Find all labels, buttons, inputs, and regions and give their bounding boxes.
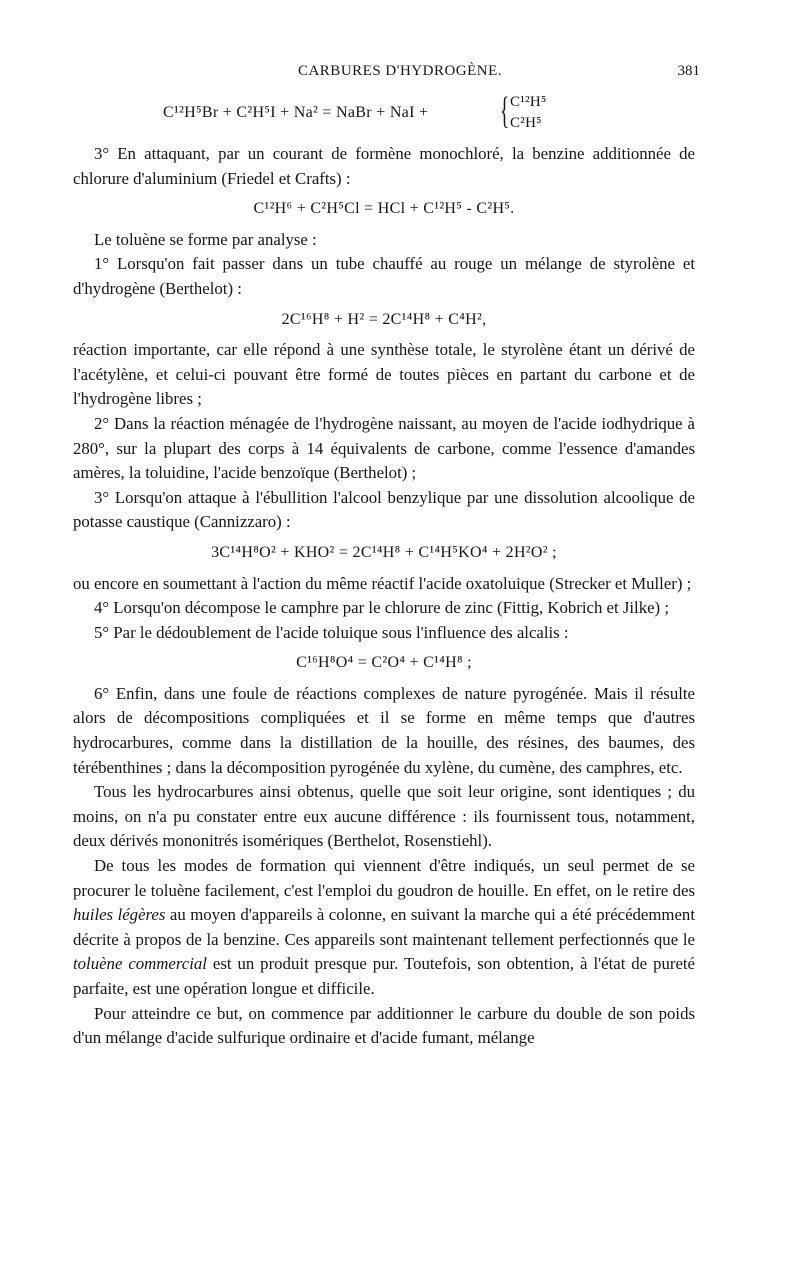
paragraph-purification: Pour atteindre ce but, on commence par additionner le carbure du double de son poids d'un mélange d'acide sulfurique ordinaire et d'acide fumant, mélange — [73, 1003, 695, 1048]
paragraph-analysis-intro: Le toluène se forme par analyse : — [94, 229, 317, 249]
paragraph-oxatoluic-acid: ou encore en soumettant à l'action du même réactif l'acide oxatoluique (Strecker et Muller) ; — [73, 573, 692, 593]
italic-commercial-toluene: toluène commercial — [73, 954, 207, 974]
paragraph-synthesis-remark: réaction importante, car elle répond à une synthèse totale, le styrolène étant un dérivé de l'acétylène, et celui-ci pouvant être formé de toutes pièces en partant du carbone et de l'hydrogène libres ; — [73, 340, 695, 409]
page-header — [0, 63, 800, 85]
formula-cannizzaro: 3C¹⁴H⁸O² + KHO² = 2C¹⁴H⁸ + C¹⁴H⁵KO⁴ + 2H²O² ; — [211, 543, 557, 561]
running-title: CARBURES D'HYDROGÈNE. — [297, 63, 503, 79]
formula-lhs: C¹²H⁵Br + C²H⁵I + Na² = NaBr + NaI + — [163, 104, 429, 121]
paragraph-hydriodic-acid: 2° Dans la réaction ménagée de l'hydrogène naissant, au moyen de l'acide iodhydrique à 280°, sur la plupart des corps à 14 équivalents de carbone, comme l'essence d'amandes amères, la toluidine, l'acide benzoïque (Berthelot) ; — [73, 413, 695, 483]
italic-light-oils: huiles légères — [73, 905, 166, 925]
paragraph-styrolene: 1° Lorsqu'on fait passer dans un tube chauffé au rouge un mélange de styrolène et d'hydrogène (Berthelot) : — [73, 254, 695, 298]
formula-rhs-bottom: C²H⁵ — [510, 115, 542, 131]
formula-ethyl-toluene-synthesis — [73, 92, 695, 132]
paragraph-benzyl-alcohol: 3° Lorsqu'on attaque à l'ébullition l'alcool benzylique par une dissolution alcoolique de potasse caustique (Cannizzaro) : — [73, 487, 695, 532]
paragraph-identical-hydrocarbons: Tous les hydrocarbures ainsi obtenus, quelle que soit leur origine, sont identiques ; du moins, on n'a pu constater entre eux aucune différence : ils fournissent tous, notamment, deux dérivés mononitrés isomériques (Berthelot, Rosenstiehl). — [73, 782, 695, 851]
coal-tar-text-2: au moyen d'appareils à colonne, en suivant la marche qui a été précédemment décrite à propos de la benzine. Ces appareils sont maintenant tellement perfectionnés que le — [73, 905, 695, 949]
coal-tar-text-3: est un produit presque pur. Toutefois, son obtention, à l'état de pureté parfaite, est une opération longue et difficile. — [73, 954, 696, 998]
formula-rhs-top: C¹²H⁵ — [510, 94, 547, 110]
coal-tar-text-1: De tous les modes de formation qui viennent d'être indiqués, un seul permet de se procurer le toluène facilement, c'est l'emploi du goudron de houille. En effet, on le retire des — [73, 856, 695, 900]
paragraph-camphor: 4° Lorsqu'on décompose le camphre par le chlorure de zinc (Fittig, Kobrich et Jilke) ; — [94, 598, 669, 618]
curly-brace: { — [500, 90, 510, 132]
paragraph-pyrogenic-reactions: 6° Enfin, dans une foule de réactions complexes de nature pyrogénée. Mais il résulte alors de décompositions compliquées et il se forme en même temps que d'autres hydrocarbures, comme dans la distillation de la houille, des résines, des baumes, des térébenthines ; dans la décomposition pyrogénée du xylène, du cumène, des camphres, etc. — [73, 683, 695, 777]
formula-toluic-acid: C¹⁶H⁸O⁴ = C²O⁴ + C¹⁴H⁸ ; — [296, 654, 472, 672]
page-number: 381 — [677, 63, 700, 79]
formula-styrolene: 2C¹⁶H⁸ + H² = 2C¹⁴H⁸ + C⁴H², — [281, 310, 487, 328]
paragraph-friedel-crafts: 3° En attaquant, par un courant de formène monochloré, la benzine additionnée de chlorure d'aluminium (Friedel et Crafts) : — [73, 144, 695, 188]
page-body — [73, 88, 695, 1051]
paragraph-coal-tar — [73, 854, 695, 1002]
paragraph-toluic-acid: 5° Par le dédoublement de l'acide toluique sous l'influence des alcalis : — [94, 622, 569, 642]
formula-friedel-crafts: C¹²H⁶ + C²H⁵Cl = HCl + C¹²H⁵ - C²H⁵. — [253, 200, 515, 218]
